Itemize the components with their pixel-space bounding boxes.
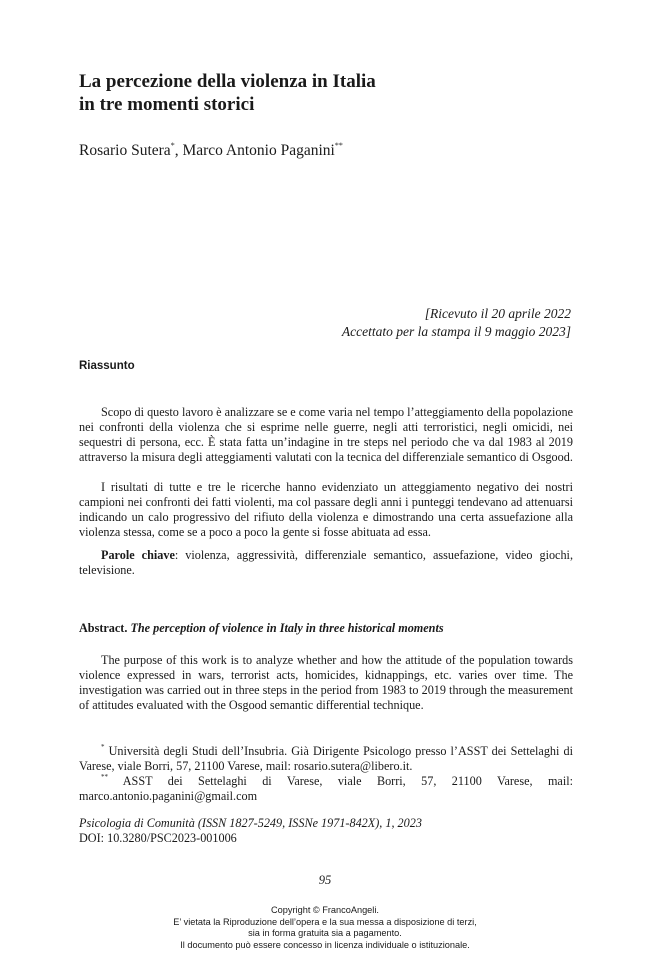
abstract-title: The perception of violence in Italy in three historical moments <box>130 621 444 635</box>
riassunto-paragraph-2: I risultati di tutte e tre le ricerche hanno evidenziato un atteggiamento negativo dei nostri campioni nei confronti dei fatti violenti, ma col passare degli anni i punteggi tendevano ad attenuarsi indicando un calo progressivo del rifiuto della violenza e dimostrando una certa assuefazione alla violenza stessa, come se a poco a poco la gente si fosse abituata ad essa. <box>79 480 573 539</box>
copyright-line-4: Il documento può essere concesso in licenza individuale o istituzionale. <box>180 939 470 950</box>
footnote-1 <box>79 740 573 774</box>
abstract-label: Abstract. <box>79 621 128 635</box>
journal-doi: DOI: 10.3280/PSC2023-001006 <box>79 831 237 845</box>
journal-name: Psicologia di Comunità (ISSN 1827-5249, ISSNe 1971-842X), 1, 2023 <box>79 816 422 830</box>
footnote-1-text: Università degli Studi dell’Insubria. Già Dirigente Psicologo presso l’ASST dei Settelaghi di Varese, viale Borri, 57, 21100 Varese, mail: rosario.sutera@libero.it. <box>79 744 574 773</box>
footnote-1-mark: * <box>101 743 105 751</box>
abstract-heading <box>79 621 444 636</box>
article-title <box>79 70 579 116</box>
keywords-paragraph <box>79 548 573 578</box>
page-number: 95 <box>318 873 332 887</box>
title-line-1: La percezione della violenza in Italia <box>79 71 376 92</box>
title-line-2: in tre momenti storici <box>79 94 255 115</box>
copyright-line-3: sia in forma gratuita sia a pagamento. <box>248 928 402 938</box>
author-2-footnote-mark: ** <box>334 141 343 150</box>
riassunto-heading: Riassunto <box>79 360 135 372</box>
author-separator: , <box>174 142 183 159</box>
keywords-text: : violenza, aggressività, differenziale semantico, assuefazione, video giochi, televisione. <box>79 548 573 577</box>
authors-line <box>79 141 343 160</box>
footnote-2-mark: ** <box>101 773 108 781</box>
accepted-date: Accettato per la stampa il 9 maggio 2023] <box>341 324 571 339</box>
author-1-footnote-mark: * <box>170 141 175 150</box>
author-1: Rosario Sutera <box>79 142 171 159</box>
copyright-line-1: Copyright © FrancoAngeli. <box>271 905 379 915</box>
footnote-2 <box>79 770 573 804</box>
abstract-paragraph: The purpose of this work is to analyze whether and how the attitude of the population towards violence expressed in wars, terrorist acts, homicides, kidnappings, etc. varies over time. The investigation was carried out in three steps in the period from 1983 to 2019 through the measurement of attitudes evaluated with the Osgood semantic differential technique. <box>79 653 573 712</box>
keywords-label: Parole chiave <box>101 548 175 562</box>
copyright-notice <box>0 905 650 951</box>
journal-info <box>79 816 422 846</box>
author-2: Marco Antonio Paganini <box>182 142 335 159</box>
footnote-2-text: ASST dei Settelaghi di Varese, viale Borri, 57, 21100 Varese, mail: marco.antonio.paganini@gmail.com <box>79 774 573 803</box>
received-date: [Ricevuto il 20 aprile 2022 <box>424 306 571 321</box>
copyright-line-2: E’ vietata la Riproduzione dell’opera e la sua messa a disposizione di terzi, <box>173 916 477 927</box>
riassunto-paragraph-1: Scopo di questo lavoro è analizzare se e come varia nel tempo l’atteggiamento della popolazione nei confronti della violenza che si esprime nelle guerre, negli atti terroristici, negli omicidi, nei sequestri di persona, ecc. È stata fatta un’indagine in tre steps nel periodo che va dal 1983 al 2019 attraverso la misura degli atteggiamenti valutati con la tecnica del differenziale semantico di Osgood. <box>79 405 573 464</box>
received-dates <box>251 305 571 341</box>
